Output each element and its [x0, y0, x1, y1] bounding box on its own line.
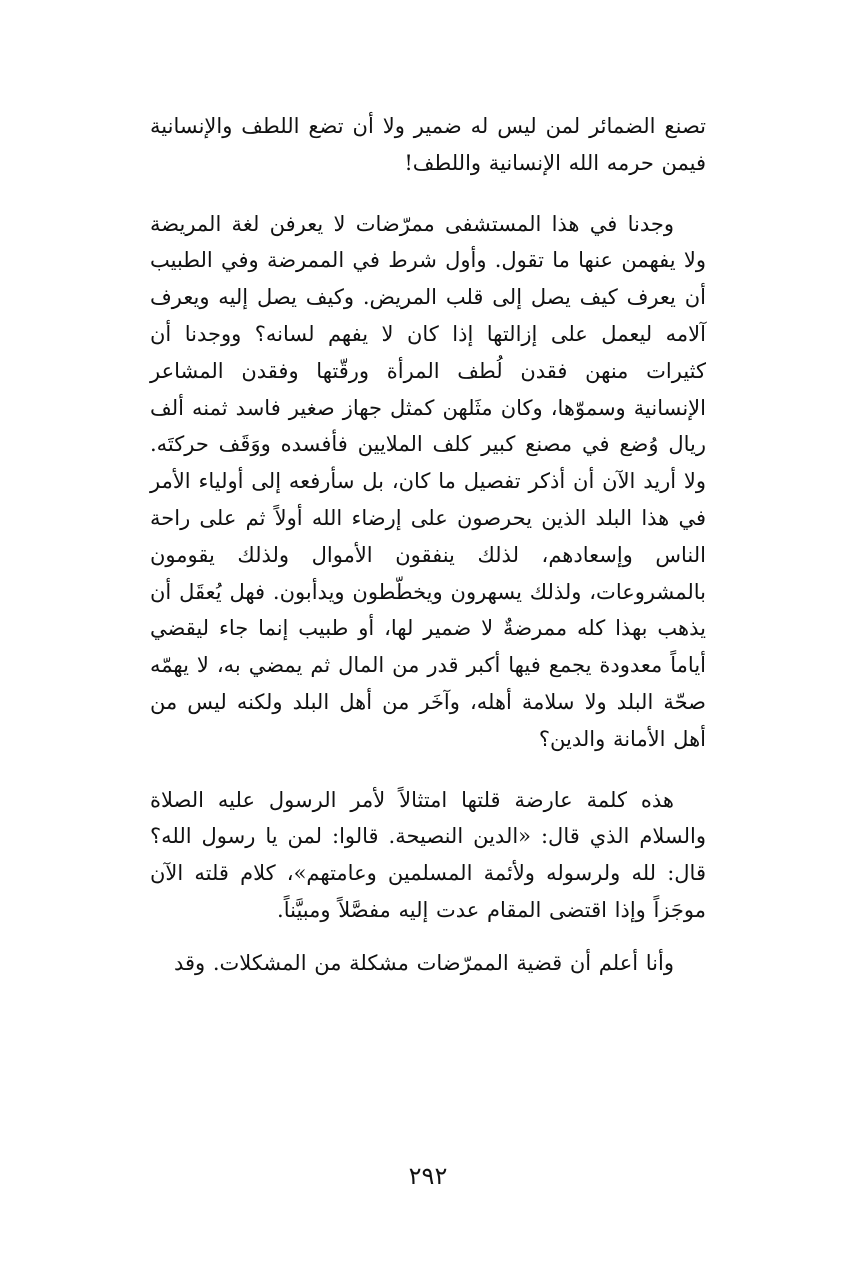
paragraph-continuation: تصنع الضمائر لمن ليس له ضمير ولا أن تضع اللطف والإنسانية فيمن حرمه الله الإنسانية واللطف!: [150, 114, 706, 175]
paragraph-nurses-hospital: وجدنا في هذا المستشفى ممرّضات لا يعرفن لغة المريضة ولا يفهمن عنها ما تقول. وأول شرط في الممرضة وفي الطبيب أن يعرف كيف يصل إلى قلب المريض. وكيف يصل إليه ويعرف آلامه ليعمل على إزالتها إذا كان لا يفهم لسانه؟ ووجدنا أن كثيرات منهن فقدن لُطف المرأة ورقّتها وفقدن المشاعر الإنسانية وسموّها، وكان مثَلهن كمثل جهاز صغير فاسد ثمنه ألف ريال وُضع في مصنع كبير كلف الملايين فأفسده ووَقَف حركتَه. ولا أريد الآن أن أذكر تفصيل ما كان، بل سأرفعه إلى أولياء الأمر في هذا البلد الذين يحرصون على إرضاء الله أولاً ثم على راحة الناس وإسعادهم، لذلك ينفقون الأموال ولذلك يقومون بالمشروعات، ولذلك يسهرون ويخطّطون ويدأبون. فهل يُعقَل أن يذهب بهذا كله ممرضةٌ لا ضمير لها، أو طبيب إنما جاء ليقضي أياماً معدودة يجمع فيها أكبر قدر من المال ثم يمضي به، لا يهمّه صحّة البلد ولا سلامة أهله، وآخَر من أهل البلد ولكنه ليس من أهل الأمانة والدين؟: [150, 211, 706, 751]
page-number: ٢٩٢: [408, 1162, 448, 1190]
paragraph-nursing-problem: وأنا أعلم أن قضية الممرّضات مشكلة من المشكلات. وقد: [173, 950, 674, 975]
paragraph-advice-hadith: هذه كلمة عارضة قلتها امتثالاً لأمر الرسول عليه الصلاة والسلام الذي قال: «الدين النصيحة. قالوا: لمن يا رسول الله؟ قال: لله ولرسوله ولأئمة المسلمين وعامتهم»، كلام قلته الآن موجَزاً وإذا اقتضى المقام عدت إليه مفصَّلاً ومبيَّناً.: [150, 787, 706, 922]
